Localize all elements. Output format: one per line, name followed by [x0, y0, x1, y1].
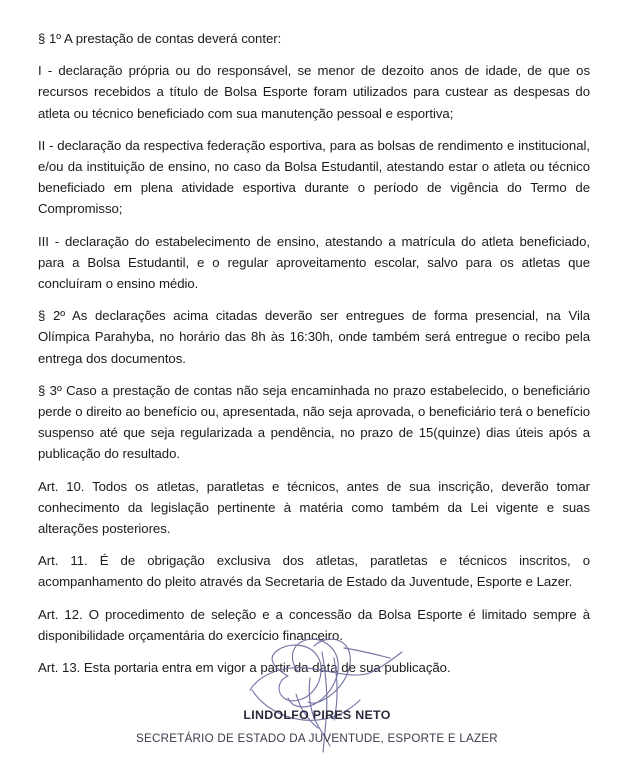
paragraph-art-11: Art. 11. É de obrigação exclusiva dos atletas, paratletas e técnicos inscritos, o acompanhamento do pleito através da Secretaria de Estado da Juventude, Esporte e Lazer. — [38, 553, 590, 590]
signatory-role: SECRETÁRIO DE ESTADO DA JUVENTUDE, ESPORTE E LAZER — [136, 732, 498, 745]
paragraph-inciso-ii: II - declaração da respectiva federação esportiva, para as bolsas de rendimento e institucional, e/ou da instituição de ensino, no caso da Bolsa Estudantil, atestando estar o atleta ou técnico beneficiado em plena atividade esportiva durante o período de vigência do Termo de Compromisso; — [38, 137, 590, 217]
document-body — [38, 28, 590, 678]
signatory-name: LINDOLFO PIRES NETO — [243, 708, 391, 722]
paragraph-paragrafo-3: § 3º Caso a prestação de contas não seja encaminhada no prazo estabelecido, o beneficiário perde o direito ao benefício ou, apresentada, não seja aprovada, o beneficiário terá o benefício suspenso até que seja regularizada a pendência, no prazo de 15(quinze) dias úteis após a publicação do resultado. — [38, 382, 590, 462]
paragraph-art-10: Art. 10. Todos os atletas, paratletas e técnicos, antes de sua inscrição, deverão tomar conhecimento da legislação pertinente à matéria como também da Lei vigente e suas alterações posteriores. — [38, 478, 590, 537]
paragraph-inciso-i: I - declaração própria ou do responsável, se menor de dezoito anos de idade, de que os recursos recebidos a título de Bolsa Esporte foram utilizados para custear as despesas do atleta ou técnico beneficiado com sua manutenção pessoal e esportiva; — [38, 63, 590, 121]
paragraph-art-13: Art. 13. Esta portaria entra em vigor a partir da data de sua publicação. — [38, 660, 451, 676]
vertical-scrollbar-track[interactable] — [616, 0, 634, 768]
paragraph-paragrafo-1: § 1º A prestação de contas deverá conter: — [38, 31, 282, 46]
paragraph-paragrafo-2: § 2º As declarações acima citadas deverão ser entregues de forma presencial, na Vila Olímpica Parahyba, no horário das 8h às 16:30h, onde também será entregue o recibo pela entrega dos documentos. — [38, 308, 590, 366]
paragraph-art-12: Art. 12. O procedimento de seleção e a concessão da Bolsa Esporte é limitado sempre à disponibilidade orçamentária do exercício financeiro. — [38, 606, 590, 643]
signature-block — [0, 628, 634, 768]
paragraph-inciso-iii: III - declaração do estabelecimento de ensino, atestando a matrícula do atleta beneficiado, para a Bolsa Estudantil, e o regular aproveitamento escolar, salvo para os atletas que concluíram o ensino médio. — [38, 233, 590, 292]
